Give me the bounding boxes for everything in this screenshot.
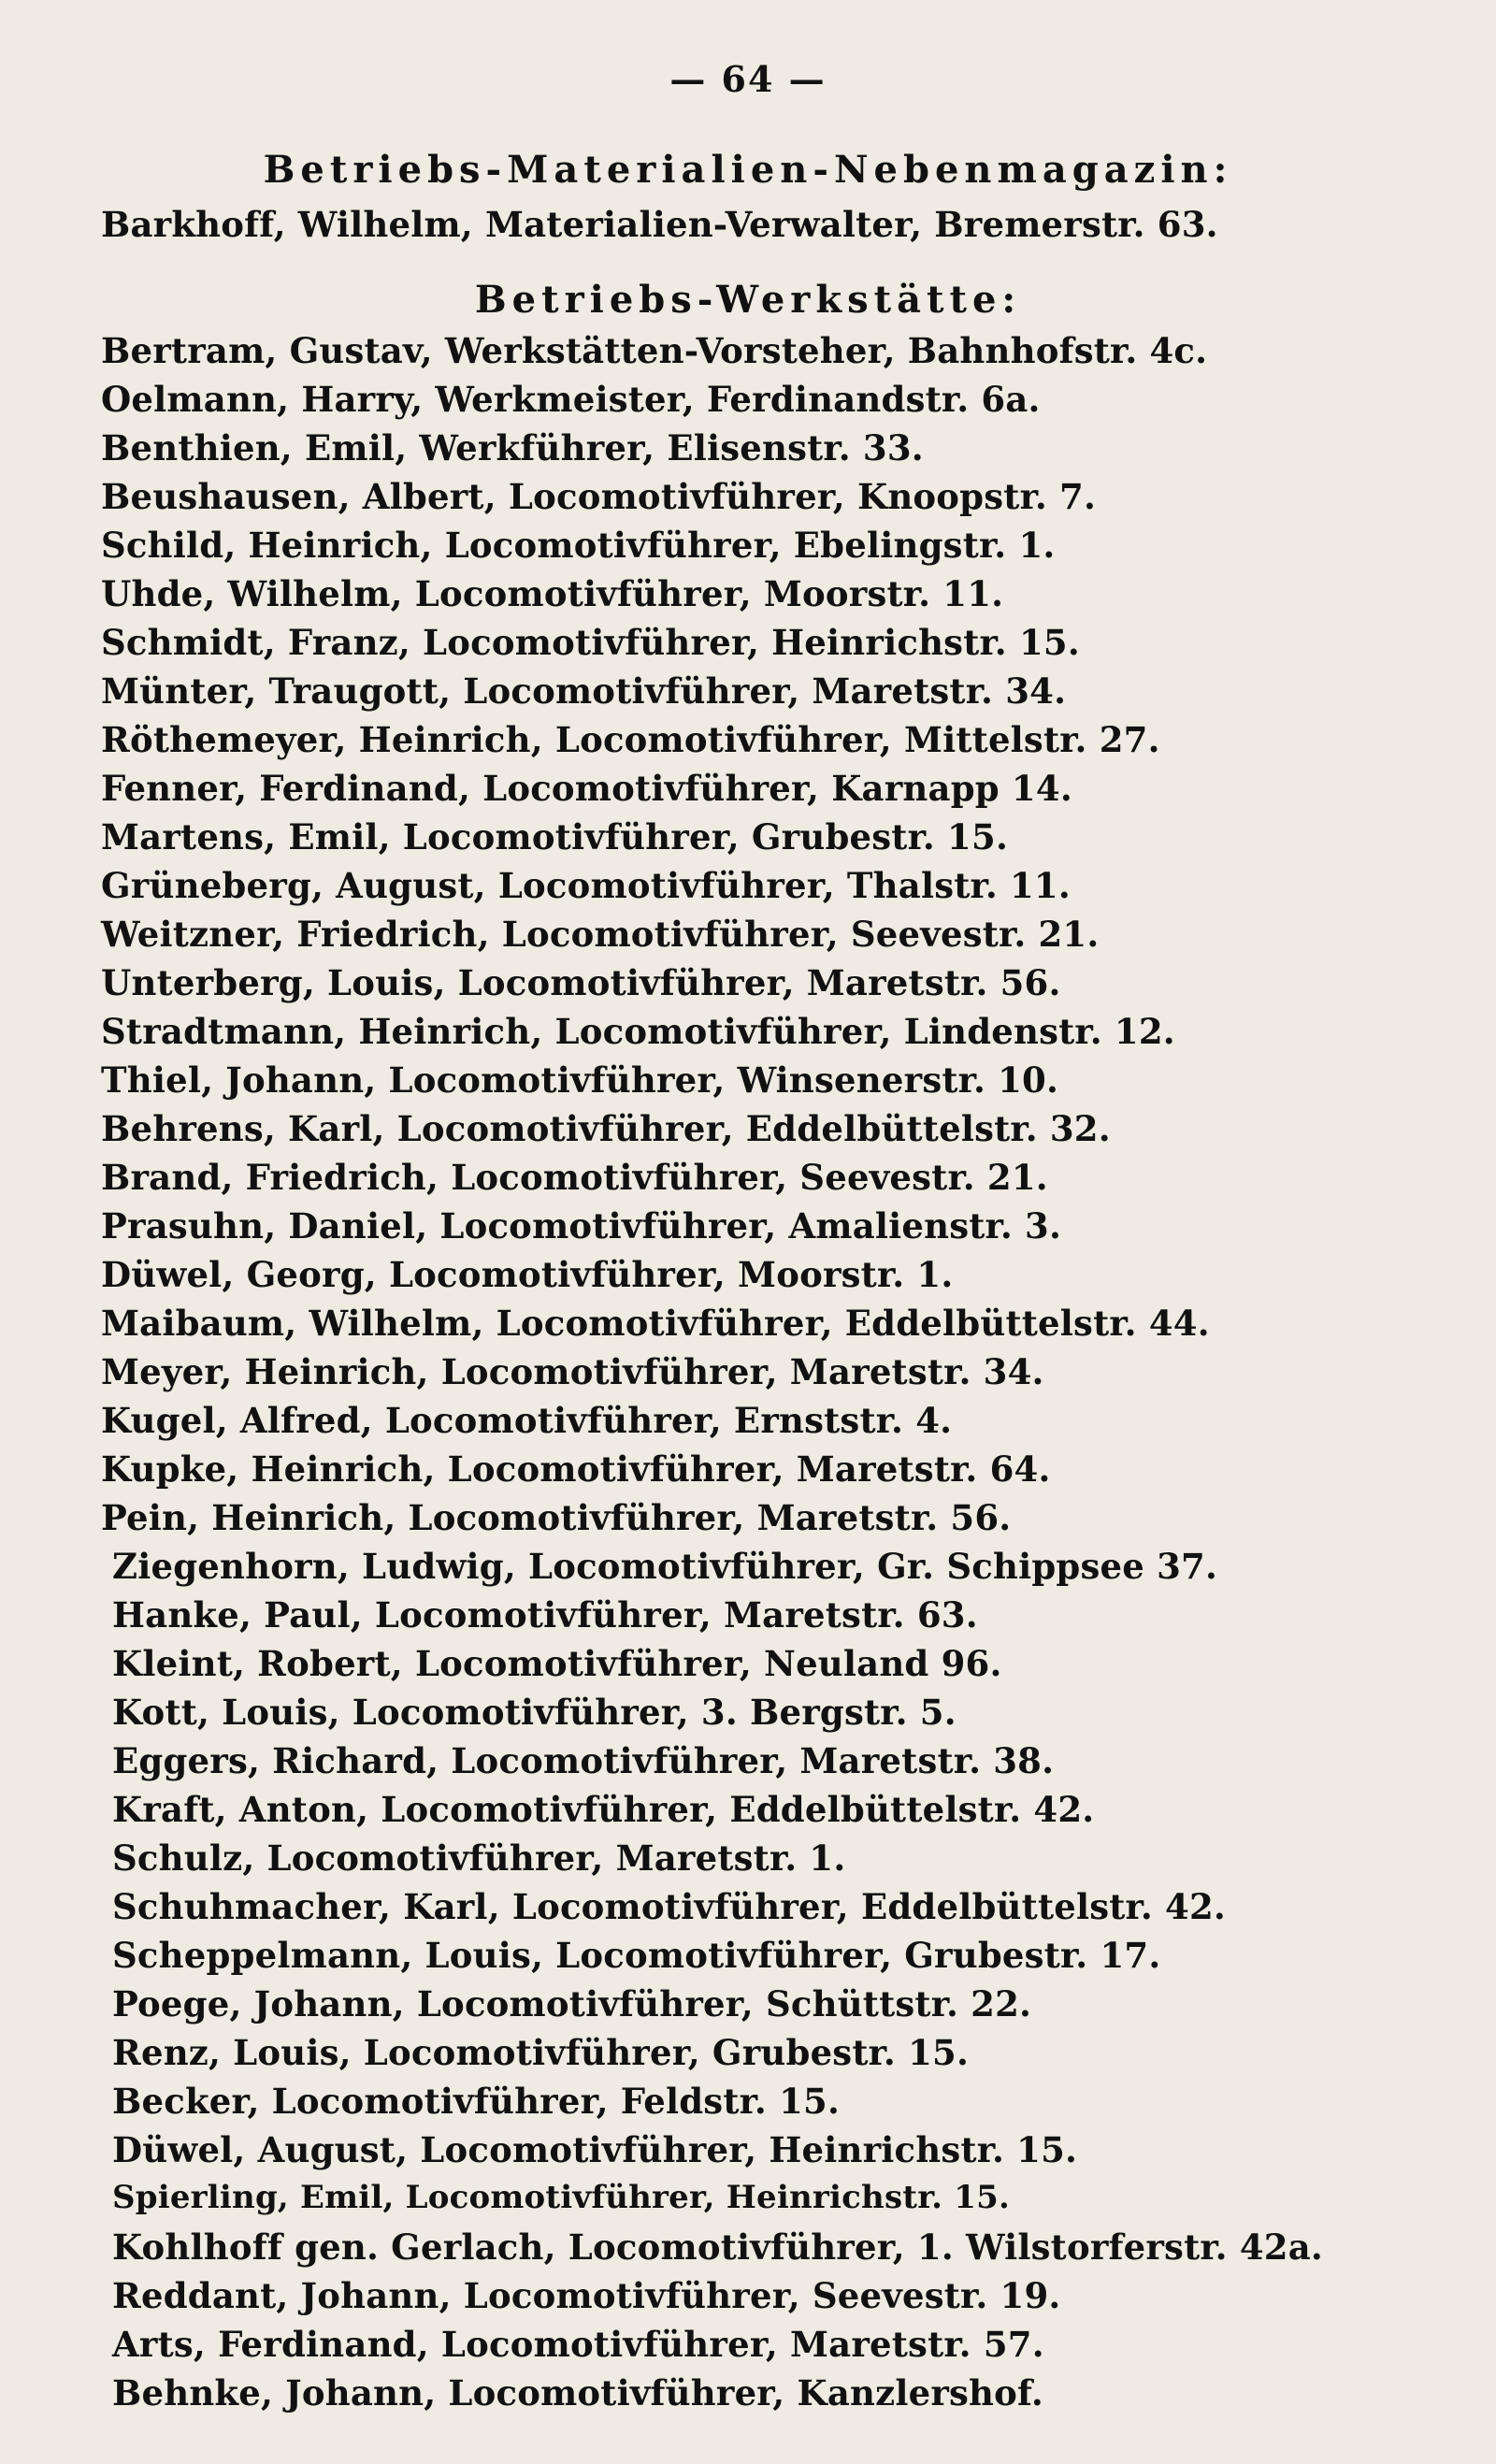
- list-entry: Scheppelmann, Louis, Locomotivführer, Grubestr. 17.: [112, 1935, 1161, 1976]
- section-heading-werkstaette: Betriebs-Werkstätte:: [474, 278, 1022, 322]
- list-entry: Beushausen, Albert, Locomotivführer, Knoopstr. 7.: [101, 476, 1097, 517]
- list-entry: Düwel, Georg, Locomotivführer, Moorstr. 1.: [101, 1254, 954, 1295]
- list-entry: Fenner, Ferdinand, Locomotivführer, Karnapp 14.: [101, 768, 1072, 809]
- list-entry: Martens, Emil, Locomotivführer, Grubestr. 15.: [101, 816, 1009, 857]
- list-entry: Schuhmacher, Karl, Locomotivführer, Eddelbüttelstr. 42.: [112, 1886, 1226, 1927]
- list-entry: Thiel, Johann, Locomotivführer, Winsenerstr. 10.: [101, 1059, 1059, 1101]
- list-entry: Münter, Traugott, Locomotivführer, Maretstr. 34.: [101, 670, 1067, 712]
- list-entry: Brand, Friedrich, Locomotivführer, Seevestr. 21.: [101, 1157, 1048, 1198]
- list-entry: Kohlhoff gen. Gerlach, Locomotivführer, 1. Wilstorferstr. 42a.: [112, 2226, 1323, 2268]
- list-entry: Hanke, Paul, Locomotivführer, Maretstr. 63.: [112, 1594, 978, 1635]
- list-entry: Poege, Johann, Locomotivführer, Schüttstr. 22.: [112, 1983, 1032, 2025]
- list-entry: Kleint, Robert, Locomotivführer, Neuland 96.: [112, 1643, 1002, 1684]
- list-entry: Pein, Heinrich, Locomotivführer, Maretstr. 56.: [101, 1497, 1012, 1538]
- list-entry: Barkhoff, Wilhelm, Materialien-Verwalter, Bremerstr. 63.: [101, 204, 1218, 245]
- list-entry: Kott, Louis, Locomotivführer, 3. Bergstr. 5.: [112, 1692, 957, 1733]
- page-number: — 64 —: [669, 58, 827, 100]
- list-entry: Bertram, Gustav, Werkstätten-Vorsteher, Bahnhofstr. 4c.: [101, 330, 1208, 371]
- list-entry: Reddant, Johann, Locomotivführer, Seevestr. 19.: [112, 2275, 1061, 2316]
- list-entry: Uhde, Wilhelm, Locomotivführer, Moorstr. 11.: [101, 573, 1004, 614]
- list-entry: Behnke, Johann, Locomotivführer, Kanzlershof.: [112, 2372, 1043, 2414]
- list-entry: Ziegenhorn, Ludwig, Locomotivführer, Gr. Schippsee 37.: [112, 1546, 1218, 1587]
- list-entry: Spierling, Emil, Locomotivführer, Heinrichstr. 15.: [112, 2179, 1011, 2216]
- list-entry: Behrens, Karl, Locomotivführer, Eddelbüttelstr. 32.: [101, 1108, 1111, 1149]
- list-entry: Röthemeyer, Heinrich, Locomotivführer, Mittelstr. 27.: [101, 719, 1160, 760]
- list-entry: Renz, Louis, Locomotivführer, Grubestr. 15.: [112, 2032, 970, 2073]
- list-entry: Weitzner, Friedrich, Locomotivführer, Seevestr. 21.: [101, 914, 1100, 955]
- list-entry: Grüneberg, August, Locomotivführer, Thalstr. 11.: [101, 865, 1071, 906]
- list-entry: Kupke, Heinrich, Locomotivführer, Maretstr. 64.: [101, 1448, 1051, 1490]
- list-entry: Unterberg, Louis, Locomotivführer, Maretstr. 56.: [101, 962, 1061, 1003]
- list-entry: Oelmann, Harry, Werkmeister, Ferdinandstr. 6a.: [101, 379, 1041, 420]
- list-entry: Meyer, Heinrich, Locomotivführer, Maretstr. 34.: [101, 1351, 1044, 1392]
- section-heading-materialien: Betriebs-Materialien-Nebenmagazin:: [263, 148, 1233, 192]
- list-entry: Arts, Ferdinand, Locomotivführer, Maretstr. 57.: [112, 2324, 1044, 2365]
- list-entry: Kugel, Alfred, Locomotivführer, Ernststr. 4.: [101, 1400, 953, 1441]
- list-entry: Benthien, Emil, Werkführer, Elisenstr. 33.: [101, 427, 924, 468]
- list-entry: Kraft, Anton, Locomotivführer, Eddelbüttelstr. 42.: [112, 1789, 1095, 1830]
- list-entry: Maibaum, Wilhelm, Locomotivführer, Eddelbüttelstr. 44.: [101, 1303, 1210, 1344]
- list-entry: Stradtmann, Heinrich, Locomotivführer, Lindenstr. 12.: [101, 1011, 1175, 1052]
- list-entry: Düwel, August, Locomotivführer, Heinrichstr. 15.: [112, 2129, 1078, 2170]
- list-entry: Schulz, Locomotivführer, Maretstr. 1.: [112, 1837, 846, 1879]
- list-entry: Schmidt, Franz, Locomotivführer, Heinrichstr. 15.: [101, 622, 1080, 663]
- list-entry: Eggers, Richard, Locomotivführer, Maretstr. 38.: [112, 1740, 1055, 1781]
- list-entry: Schild, Heinrich, Locomotivführer, Ebelingstr. 1.: [101, 525, 1056, 566]
- list-entry: Becker, Locomotivführer, Feldstr. 15.: [112, 2081, 841, 2122]
- list-entry: Prasuhn, Daniel, Locomotivführer, Amalienstr. 3.: [101, 1205, 1062, 1246]
